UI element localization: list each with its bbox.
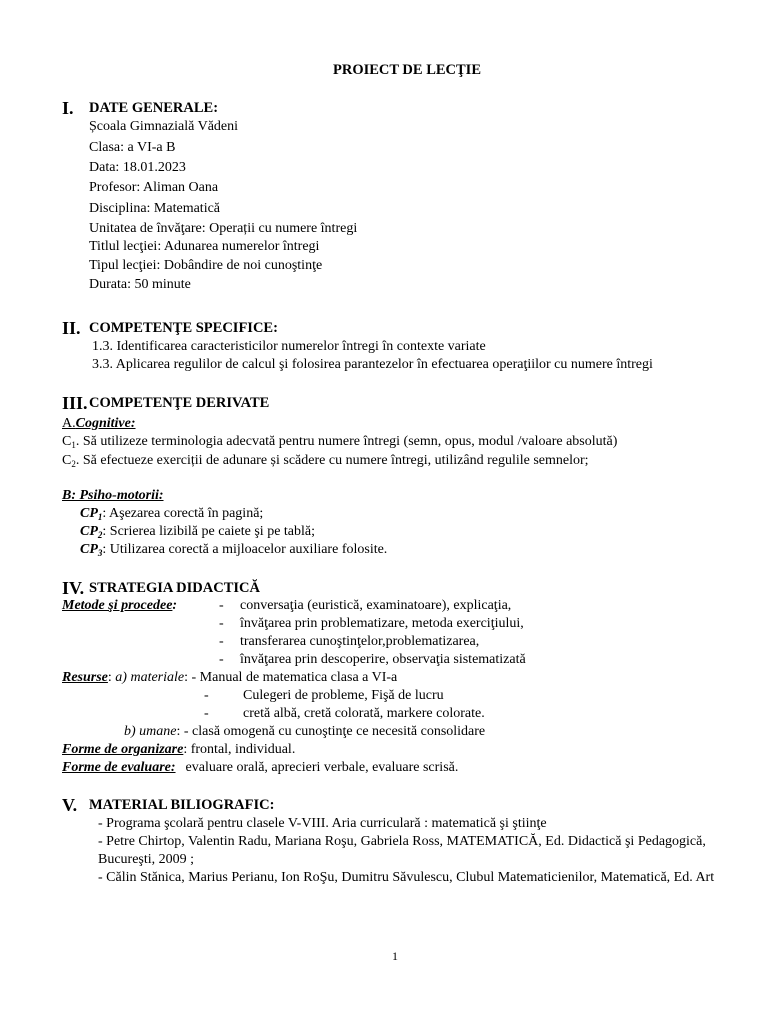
list-dash: - — [219, 652, 224, 667]
lesson-title-line: Titlul lecţiei: Adunarea numerelor întregi — [89, 239, 320, 254]
section-heading: STRATEGIA DIDACTICĂ — [89, 580, 260, 596]
competence-item: 3.3. Aplicarea regulilor de calcul şi folosirea parantezelor în efectuarea operaţiilor cu numere întregi — [92, 357, 653, 372]
psychomotor-label: B: Psiho-motorii: — [62, 488, 164, 503]
discipline-line: Disciplina: Matematică — [89, 201, 221, 216]
section-number: II. — [62, 318, 81, 338]
lesson-type-line: Tipul lecţiei: Dobândire de noi cunoştinţe — [89, 258, 323, 273]
bibliography-item: - Programa şcolară pentru clasele V-VIII. Aria curriculară : matematică şi ştiinţe — [98, 816, 547, 831]
cognitive-label: A.Cognitive: — [62, 416, 136, 431]
evaluation-forms-line: Forme de evaluare: evaluare orală, aprecieri verbale, evaluare scrisă. — [62, 760, 459, 775]
section-number: I. — [62, 98, 74, 118]
cognitive-item: $C_2$. Să efectueze exerciții de adunare și scădere cu numere întregi, utilizând regulile semnelor; — [62, 453, 589, 469]
bibliography-item: - Petre Chirtop, Valentin Radu, Mariana Roşu, Gabriela Ross, MATEMATICĂ, Ed. Didactică şi Pedagogică, Bucureşti, 2009 ; — [98, 834, 706, 867]
section-heading: DATE GENERALE: — [89, 100, 219, 116]
human-resources-line: b) umane: - clasă omogenă cu cunoştinţe ce necesită consolidare — [124, 724, 486, 739]
page-number: 1 — [392, 949, 398, 963]
psychomotor-item: $CP_3$: Utilizarea corectă a mijloacelor auxiliare folosite. — [80, 542, 388, 558]
psychomotor-item: $CP_2$: Scrierea lizibilă pe caiete şi pe tablă; — [80, 524, 316, 540]
section-number: III. — [62, 393, 88, 413]
section-number: IV. — [62, 578, 85, 598]
section-number: V. — [62, 795, 78, 815]
unit-line: Unitatea de învăţare: Operații cu numere întregi — [89, 221, 358, 236]
method-item: conversaţia (euristică, examinatoare), explicaţia, — [240, 598, 512, 613]
section-heading: COMPETENŢE SPECIFICE: — [89, 320, 278, 336]
teacher-line: Profesor: Aliman Oana — [89, 180, 219, 195]
competence-item: 1.3. Identificarea caracteristicilor numerelor întregi în contexte variate — [92, 339, 486, 354]
list-dash: - — [219, 616, 224, 631]
list-dash: - — [204, 706, 209, 721]
bibliography-item: - Călin Stănica, Marius Perianu, Ion RoŞu, Dumitru Săvulescu, Clubul Matematicienilor, Matematică, Ed. Art — [98, 870, 715, 885]
list-dash: - — [219, 634, 224, 649]
psychomotor-item: $CP_1$: Aşezarea corectă în pagină; — [80, 506, 264, 522]
page-title: PROIECT DE LECŢIE — [333, 62, 481, 78]
method-item: transferarea cunoştinţelor,problematizarea, — [240, 634, 480, 649]
section-heading: COMPETENŢE DERIVATE — [89, 395, 270, 411]
method-item: învăţarea prin descoperire, observaţia sistematizată — [240, 652, 526, 667]
cognitive-item: $C_1$. Să utilizeze terminologia adecvată pentru numere întregi (semn, opus, modul /valoare absolută) — [62, 434, 618, 450]
methods-label: Metode şi procedee: — [62, 598, 178, 613]
section-heading: MATERIAL BILIOGRAFIC: — [89, 797, 275, 813]
duration-line: Durata: 50 minute — [89, 277, 191, 292]
school-name: Școala Gimnazială Vădeni — [89, 119, 239, 134]
method-item: învăţarea prin problematizare, metoda exerciţiului, — [240, 616, 524, 631]
material-item: cretă albă, cretă colorată, markere colorate. — [243, 706, 485, 721]
material-item: Culegeri de probleme, Fişă de lucru — [243, 688, 444, 703]
list-dash: - — [219, 598, 224, 613]
resources-line: Resurse: a) materiale: - Manual de matematica clasa a VI-a — [62, 670, 398, 685]
date-line: Data: 18.01.2023 — [89, 160, 186, 175]
list-dash: - — [204, 688, 209, 703]
organization-forms-line: Forme de organizare: frontal, individual. — [62, 742, 296, 757]
class-line: Clasa: a VI-a B — [89, 140, 176, 155]
